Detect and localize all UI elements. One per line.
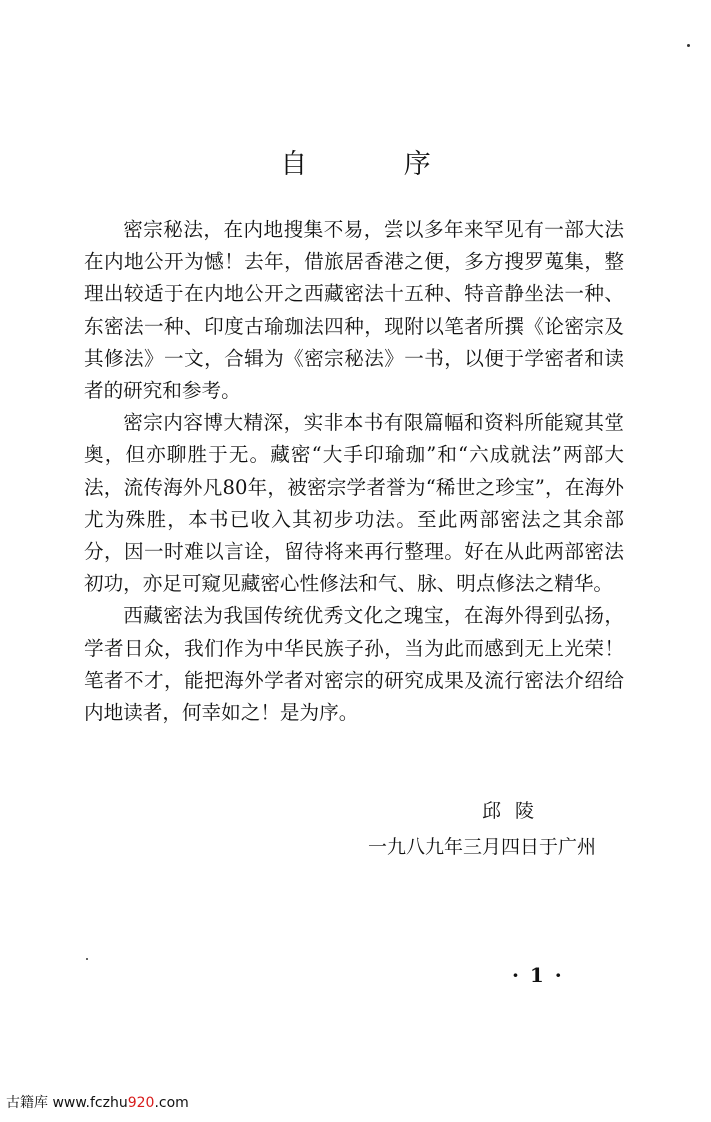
scan-speck: [687, 44, 690, 47]
preface-body: [84, 214, 624, 729]
paragraph-3: 西藏密法为我国传统优秀文化之瑰宝，在海外得到弘扬，学者日众，我们作为中华民族子孙，当为此而感到无上光荣！笔者不才，能把海外学者对密宗的研究成果及流行密法介绍给内地读者，何幸如之！是为序。: [84, 604, 624, 725]
site-watermark: [6, 1092, 189, 1112]
watermark-domain-prefix: www.fczhu: [52, 1095, 128, 1111]
paragraph-2: 密宗内容博大精深，实非本书有限篇幅和资料所能窥其堂奥，但亦聊胜于无。藏密“大手印瑜珈”和“六成就法”两部大法，流传海外凡80年，被密宗学者誉为“稀世之珍宝”，在海外尤为殊胜，本书已收入其初步功法。至此两部密法之其余部分，因一时难以言诠，留待将来再行整理。好在从此两部密法初功，亦足可窥见藏密心性修法和气、脉、明点修法之精华。: [84, 411, 624, 596]
watermark-domain-number: 920: [127, 1095, 155, 1111]
page-title: 自 序: [280, 149, 475, 180]
author-signature: 邱陵: [482, 800, 549, 822]
watermark-site-name: 古籍库: [6, 1095, 48, 1111]
scan-speck: [86, 958, 88, 960]
paragraph-1: 密宗秘法，在内地搜集不易，尝以多年来罕见有一部大法在内地公开为憾！去年，借旅居香港之便，多方搜罗蒐集，整理出较适于在内地公开之西藏密法十五种、特音静坐法一种、东密法一种、印度古瑜珈法四种，现附以笔者所撰《论密宗及其修法》一文，合辑为《密宗秘法》一书，以便于学密者和读者的研究和参考。: [84, 218, 624, 403]
page-number: · 1 ·: [512, 963, 564, 987]
date-line: 一九八九年三月四日于广州: [368, 836, 597, 858]
watermark-domain-suffix: .com: [154, 1095, 189, 1111]
